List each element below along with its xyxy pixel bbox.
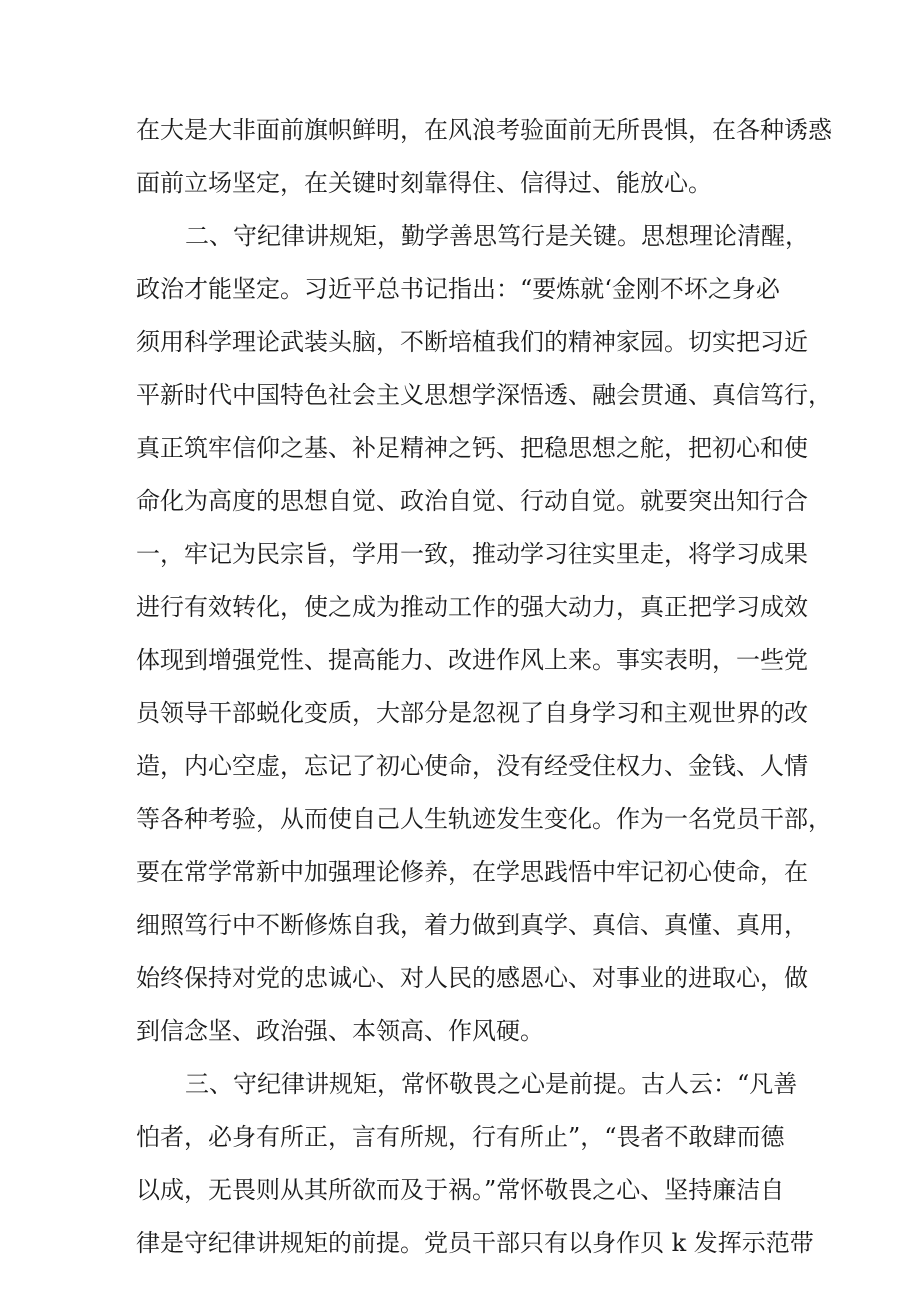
text-line-6: 平新时代中国特色社会主义思想学深悟透、融会贯通、真信笃行， — [136, 381, 832, 409]
text-line-13: 造，内心空虚，忘记了初心使命，没有经受住权力、金钱、人情 — [136, 752, 808, 780]
text-line-22: 律是守纪律讲规矩的前提。党员干部只有以身作贝 k 发挥示范带 — [136, 1229, 814, 1257]
text-line-17: 始终保持对党的忠诚心、对人民的感恩心、对事业的进取心，做 — [136, 964, 808, 992]
text-line-10: 进行有效转化，使之成为推动工作的强大动力，真正把学习成效 — [136, 593, 808, 621]
text-line-2: 面前立场坚定，在关键时刻靠得住、信得过、能放心。 — [136, 169, 712, 197]
text-line-5: 须用科学理论武装头脑，不断培植我们的精神家园。切实把习近 — [136, 328, 808, 356]
text-line-18: 到信念坚、政治强、本领高、作风硬。 — [136, 1017, 544, 1045]
text-line-21: 以成，无畏则从其所欲而及于祸。”常怀敬畏之心、坚持廉洁自 — [136, 1176, 785, 1204]
text-line-4: 政治才能坚定。习近平总书记指出：“要炼就‘金刚不坏之身必 — [136, 275, 780, 303]
text-line-11: 体现到增强党性、提高能力、改进作风上来。事实表明，一些党 — [136, 646, 808, 674]
text-line-16: 细照笃行中不断修炼自我，着力做到真学、真信、真懂、真用， — [136, 911, 808, 939]
text-line-1: 在大是大非面前旗帜鲜明，在风浪考验面前无所畏惧，在各种诱惑 — [136, 116, 832, 144]
paragraph-2-heading-line: 二、守纪律讲规矩，勤学善思笃行是关键。思想理论清醒， — [185, 222, 809, 250]
text-line-8: 命化为高度的思想自觉、政治自觉、行动自觉。就要突出知行合 — [136, 487, 808, 515]
text-line-14: 等各种考验，从而使自己人生轨迹发生变化。作为一名党员干部， — [136, 805, 832, 833]
paragraph-3-heading-line: 三、守纪律讲规矩，常怀敬畏之心是前提。古人云：“凡善 — [185, 1070, 798, 1098]
text-line-15: 要在常学常新中加强理论修养，在学思践悟中牢记初心使命，在 — [136, 858, 808, 886]
text-line-20: 怕者，必身有所正，言有所规，行有所止”，“畏者不敢肆而德 — [136, 1123, 785, 1151]
text-line-9: 一，牢记为民宗旨，学用一致，推动学习往实里走，将学习成果 — [136, 540, 808, 568]
text-line-7: 真正筑牢信仰之基、补足精神之钙、把稳思想之舵，把初心和使 — [136, 434, 808, 462]
text-line-12: 员领导干部蜕化变质，大部分是忽视了自身学习和主观世界的改 — [136, 699, 808, 727]
